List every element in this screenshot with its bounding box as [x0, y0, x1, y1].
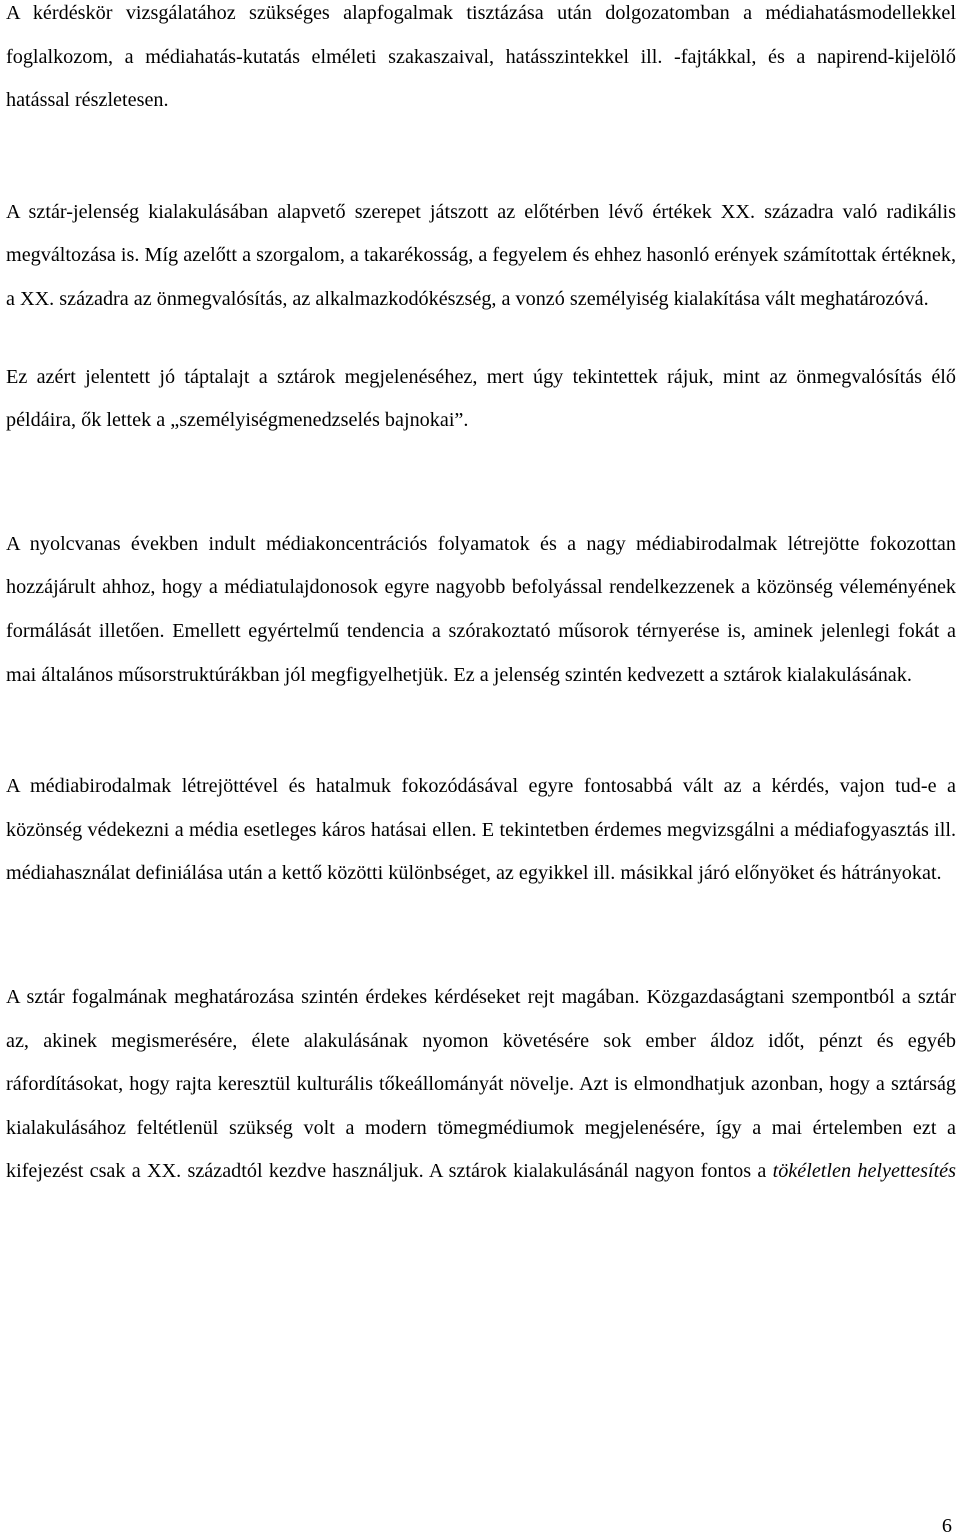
paragraph-spacer: [6, 697, 956, 765]
paragraph-spacer: [6, 896, 956, 976]
paragraph-star-definition-text: A sztár fogalmának meghatározása szintén érdekes kérdéseket rejt magában. Közgazdaságtani szempontból a sztár az, akinek megismerésére, élete alakulásának nyomon követésére sok ember áldoz időt, pénzt és egyéb ráfordításokat, hogy rajta keresztül kulturális tőkeállományát növelje. Azt is elmondhatjuk azonban, hogy a sztárság kialakulásához feltétlenül szükség volt a modern tömegmédiumok megjelenésére, így a mai értelemben ezt a kifejezést csak a XX. századtól kezdve használjuk. A sztárok kialakulásánál nagyon fontos a: [6, 985, 956, 1183]
paragraph-intro: A kérdéskör vizsgálatához szükséges alapfogalmak tisztázása után dolgozatomban a médiahatásmodellekkel foglalkozom, a médiahatás-kutatás elméleti szakaszaival, hatásszintekkel ill. -fajtákkal, és a napirend-kijelölő hatással részletesen.: [6, 2, 956, 112]
paragraph-spacer: [6, 322, 956, 356]
paragraph-star-phenomenon: A sztár-jelenség kialakulásában alapvető szerepet játszott az előtérben lévő értékek XX. századra való radikális megváltozása is. Míg azelőtt a szorgalom, a takarékosság, a fegyelem és ehhez hasonló erények számítottak értéknek, a XX. századra az önmegvalósítás, az alkalmazkodókészség, a vonzó személyiség kialakítása vált meghatározóvá.: [6, 200, 956, 310]
paragraph-star-definition: [6, 976, 956, 1194]
paragraph-spacer: [6, 443, 956, 523]
paragraph-self-realization: Ez azért jelentett jó táptalajt a sztárok megjelenéséhez, mert úgy tekintettek rájuk, mint az önmegvalósítás élő példáira, ők lettek a „személyiségmenedzselés bajnokai”.: [6, 365, 956, 432]
page-number: 6: [941, 1515, 952, 1537]
italic-term: tökéletlen helyettesítés: [772, 1160, 957, 1183]
paragraph-spacer: [6, 123, 956, 191]
paragraph-media-empires: A médiabirodalmak létrejöttével és hatalmuk fokozódásával egyre fontosabbá vált az a kérdés, vajon tud-e a közönség védekezni a média esetleges káros hatásai ellen. E tekintetben érdemes megvizsgálni a médiafogyasztás ill. médiahasználat definiálása után a kettő közötti különbséget, az egyikkel ill. másikkal járó előnyöket és hátrányokat.: [6, 775, 956, 885]
paragraph-media-concentration: A nyolcvanas években indult médiakoncentrációs folyamatok és a nagy médiabirodalmak létrejötte fokozottan hozzájárult ahhoz, hogy a médiatulajdonosok egyre nagyobb befolyással rendelkezzenek a közönség véleményének formálását illetően. Emellett egyértelmű tendencia a szórakoztató műsorok térnyerése is, aminek jelenlegi fokát a mai általános műsorstruktúrákban jól megfigyelhetjük. Ez a jelenség szintén kedvezett a sztárok kialakulásának.: [6, 532, 956, 686]
document-page: [6, 0, 956, 1194]
